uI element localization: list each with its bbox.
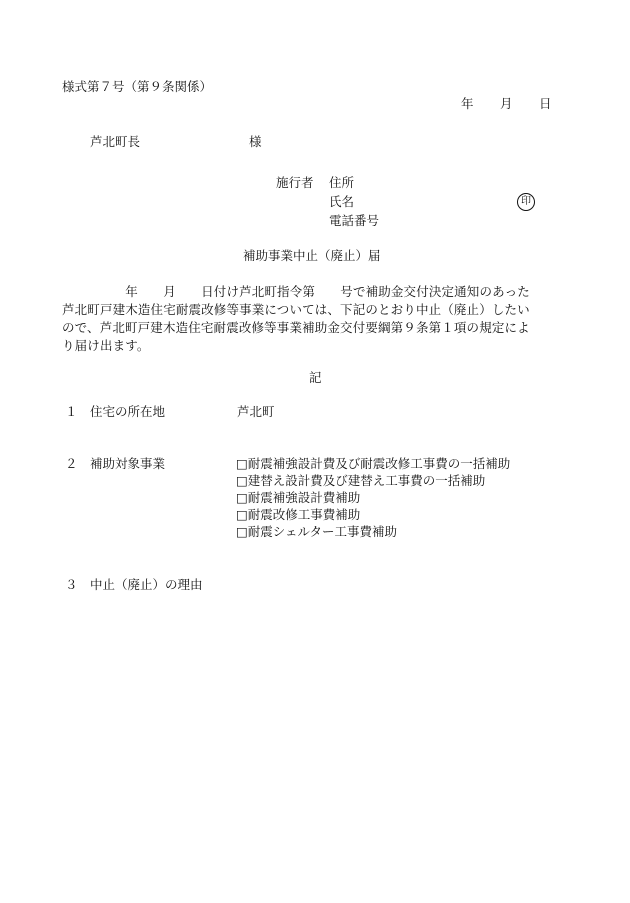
target-project-options	[236, 455, 510, 540]
date-line: 年 月 日	[461, 96, 553, 111]
phone-label: 電話番号	[329, 213, 380, 228]
option-checkbox-item[interactable]: □耐震補強設計費及び耐震改修工事費の一括補助	[236, 456, 511, 471]
item-label-target-project: 補助対象事業	[90, 456, 166, 471]
address-label: 住所	[329, 175, 355, 190]
option-checkbox-item[interactable]: □耐震シェルター工事費補助	[236, 524, 398, 539]
name-label: 氏名	[329, 194, 355, 209]
item-number: ２	[65, 456, 78, 471]
body-line: 年 月 日付け芦北町指令第 号で補助金交付決定通知のあった	[62, 284, 530, 299]
item-label-reason: 中止（廃止）の理由	[90, 577, 203, 592]
form-title: 補助事業中止（廃止）届	[243, 248, 381, 263]
honorific: 様	[249, 134, 262, 149]
option-checkbox-item[interactable]: □耐震改修工事費補助	[236, 507, 361, 522]
applicant-label: 施行者	[276, 175, 314, 190]
seal-mark: 印	[517, 193, 535, 211]
item-number: ３	[65, 577, 78, 592]
body-line: 芦北町戸建木造住宅耐震改修等事業については、下記のとおり中止（廃止）したい	[62, 302, 530, 317]
body-line: ので、芦北町戸建木造住宅耐震改修等事業補助金交付要綱第９条第１項の規定によ	[62, 320, 530, 335]
addressee: 芦北町長	[90, 134, 141, 149]
option-checkbox-item[interactable]: □建替え設計費及び建替え工事費の一括補助	[236, 473, 486, 488]
item-number: １	[65, 404, 78, 419]
body-paragraph	[62, 283, 562, 355]
option-checkbox-item[interactable]: □耐震補強設計費補助	[236, 490, 361, 505]
ki-heading: 記	[309, 370, 322, 385]
body-line: り届け出ます。	[62, 338, 150, 353]
item-label-location: 住宅の所在地	[90, 404, 166, 419]
form-number: 様式第７号（第９条関係）	[62, 79, 213, 94]
item-value-location: 芦北町	[237, 404, 275, 419]
